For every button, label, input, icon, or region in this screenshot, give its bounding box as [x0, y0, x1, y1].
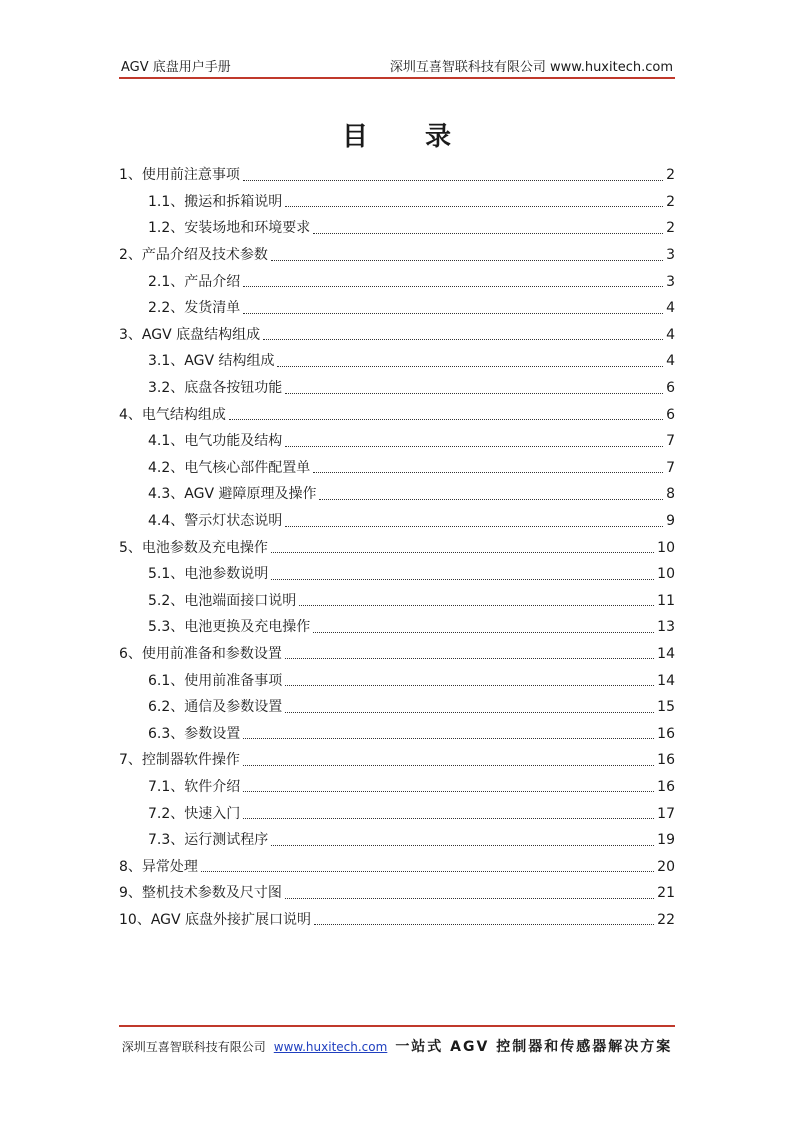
toc-entry-page: 10 [657, 539, 675, 556]
header-divider [119, 77, 675, 79]
toc-entry-title: 1、使用前注意事项 [119, 167, 240, 184]
toc-entry-title: 2.2、发货清单 [148, 300, 241, 317]
page-title: 目 录 [341, 122, 476, 152]
toc-dot-leader [285, 446, 663, 447]
toc-entry-title: 7.2、快速入门 [148, 805, 241, 822]
toc-entry-title: 9、整机技术参数及尺寸图 [119, 885, 282, 902]
toc-dot-leader [319, 499, 663, 500]
toc-entry-page: 8 [666, 486, 675, 503]
toc-entry[interactable] [119, 375, 675, 402]
toc-entry-page: 3 [666, 247, 675, 264]
toc-entry-title: 1.1、搬运和拆箱说明 [148, 193, 283, 210]
toc-dot-leader [285, 526, 663, 527]
toc-dot-leader [243, 791, 654, 792]
toc-entry-page: 21 [657, 885, 675, 902]
toc-entry-title: 4.1、电气功能及结构 [148, 433, 283, 450]
toc-dot-leader [229, 419, 663, 420]
toc-dot-leader [313, 472, 663, 473]
toc-entry-page: 14 [657, 672, 675, 689]
toc-entry-title: 5.2、电池端面接口说明 [148, 592, 297, 609]
toc-entry-page: 16 [657, 725, 675, 742]
toc-entry-page: 10 [657, 566, 675, 583]
toc-entry-title: 4.4、警示灯状态说明 [148, 513, 283, 530]
toc-entry[interactable] [119, 880, 675, 907]
toc-dot-leader [243, 180, 663, 181]
toc-dot-leader [314, 924, 654, 925]
footer-company: 深圳互喜智联科技有限公司 [121, 1040, 266, 1054]
toc-entry[interactable] [119, 827, 675, 854]
toc-dot-leader [313, 632, 654, 633]
toc-entry-page: 20 [657, 858, 675, 875]
toc-entry-title: 6.2、通信及参数设置 [148, 699, 283, 716]
toc-entry[interactable] [119, 428, 675, 455]
toc-entry-page: 4 [666, 353, 675, 370]
toc-entry-page: 13 [657, 619, 675, 636]
toc-entry-title: 3、AGV 底盘结构组成 [119, 326, 261, 343]
toc-entry-page: 11 [657, 592, 675, 609]
toc-entry[interactable] [119, 774, 675, 801]
toc-entry-page: 17 [657, 805, 675, 822]
toc-entry-page: 2 [666, 193, 675, 210]
table-of-contents [119, 162, 675, 933]
toc-dot-leader [243, 313, 663, 314]
toc-entry[interactable] [119, 348, 675, 375]
toc-dot-leader [277, 366, 663, 367]
toc-entry[interactable] [119, 907, 675, 934]
toc-entry[interactable] [119, 720, 675, 747]
toc-entry-title: 3.1、AGV 结构组成 [148, 353, 275, 370]
toc-entry-page: 4 [666, 326, 675, 343]
toc-dot-leader [285, 658, 654, 659]
toc-entry-title: 1.2、安装场地和环境要求 [148, 220, 311, 237]
toc-dot-leader [299, 605, 654, 606]
header-company-site: 深圳互喜智联科技有限公司 www.huxitech.com [389, 60, 673, 75]
toc-entry[interactable] [119, 853, 675, 880]
toc-entry-title: 3.2、底盘各按钮功能 [148, 380, 283, 397]
toc-entry[interactable] [119, 295, 675, 322]
page-footer [119, 1036, 675, 1058]
toc-entry[interactable] [119, 189, 675, 216]
toc-dot-leader [285, 685, 654, 686]
toc-entry[interactable] [119, 667, 675, 694]
footer-divider [119, 1025, 675, 1027]
toc-dot-leader [243, 286, 663, 287]
toc-dot-leader [285, 393, 663, 394]
toc-entry-page: 14 [657, 645, 675, 662]
toc-entry-title: 2、产品介绍及技术参数 [119, 247, 268, 264]
toc-dot-leader [271, 579, 654, 580]
toc-dot-leader [285, 206, 663, 207]
toc-dot-leader [285, 712, 654, 713]
toc-entry-title: 8、异常处理 [119, 858, 198, 875]
toc-dot-leader [285, 898, 654, 899]
toc-entry-title: 5.1、电池参数说明 [148, 566, 269, 583]
toc-entry-title: 7、控制器软件操作 [119, 752, 240, 769]
toc-dot-leader [271, 260, 663, 261]
toc-entry-page: 7 [666, 433, 675, 450]
toc-entry[interactable] [119, 800, 675, 827]
toc-dot-leader [201, 871, 654, 872]
toc-entry-title: 5.3、电池更换及充电操作 [148, 619, 311, 636]
toc-entry[interactable] [119, 242, 675, 269]
page-header [119, 58, 675, 78]
toc-entry-page: 22 [657, 911, 675, 928]
toc-entry[interactable] [119, 641, 675, 668]
toc-entry[interactable] [119, 694, 675, 721]
toc-entry-page: 4 [666, 300, 675, 317]
toc-entry-page: 16 [657, 752, 675, 769]
toc-entry[interactable] [119, 455, 675, 482]
toc-entry-page: 2 [666, 167, 675, 184]
toc-entry-page: 6 [666, 380, 675, 397]
toc-entry-title: 6、使用前准备和参数设置 [119, 645, 282, 662]
toc-entry-title: 4、电气结构组成 [119, 406, 226, 423]
toc-dot-leader [271, 845, 654, 846]
toc-entry-title: 4.2、电气核心部件配置单 [148, 459, 311, 476]
footer-slogan: 一站式 AGV 控制器和传感器解决方案 [395, 1039, 673, 1055]
toc-entry-title: 5、电池参数及充电操作 [119, 539, 268, 556]
toc-dot-leader [243, 738, 654, 739]
toc-entry-title: 7.1、软件介绍 [148, 778, 241, 795]
toc-entry[interactable] [119, 508, 675, 535]
toc-entry-title: 6.1、使用前准备事项 [148, 672, 283, 689]
toc-entry-title: 6.3、参数设置 [148, 725, 241, 742]
toc-entry[interactable] [119, 401, 675, 428]
toc-entry[interactable] [119, 561, 675, 588]
toc-entry-page: 19 [657, 832, 675, 849]
toc-entry[interactable] [119, 614, 675, 641]
toc-entry-page: 2 [666, 220, 675, 237]
header-document-title: AGV 底盘用户手册 [121, 60, 231, 75]
toc-entry[interactable] [119, 481, 675, 508]
toc-entry-page: 15 [657, 699, 675, 716]
toc-entry[interactable] [119, 215, 675, 242]
toc-dot-leader [243, 818, 654, 819]
toc-entry-page: 7 [666, 459, 675, 476]
toc-entry-page: 3 [666, 273, 675, 290]
toc-entry-title: 7.3、运行测试程序 [148, 832, 269, 849]
toc-entry-page: 16 [657, 778, 675, 795]
toc-dot-leader [271, 552, 654, 553]
toc-entry[interactable] [119, 747, 675, 774]
toc-entry[interactable] [119, 322, 675, 349]
toc-entry[interactable] [119, 162, 675, 189]
toc-entry[interactable] [119, 588, 675, 615]
toc-entry[interactable] [119, 534, 675, 561]
toc-entry-page: 9 [666, 513, 675, 530]
footer-website-link[interactable]: www.huxitech.com [273, 1040, 388, 1054]
toc-dot-leader [243, 765, 654, 766]
toc-dot-leader [263, 339, 663, 340]
toc-entry-title: 2.1、产品介绍 [148, 273, 241, 290]
toc-entry[interactable] [119, 268, 675, 295]
toc-dot-leader [313, 233, 663, 234]
toc-entry-page: 6 [666, 406, 675, 423]
toc-entry-title: 4.3、AGV 避障原理及操作 [148, 486, 317, 503]
toc-entry-title: 10、AGV 底盘外接扩展口说明 [119, 911, 312, 928]
